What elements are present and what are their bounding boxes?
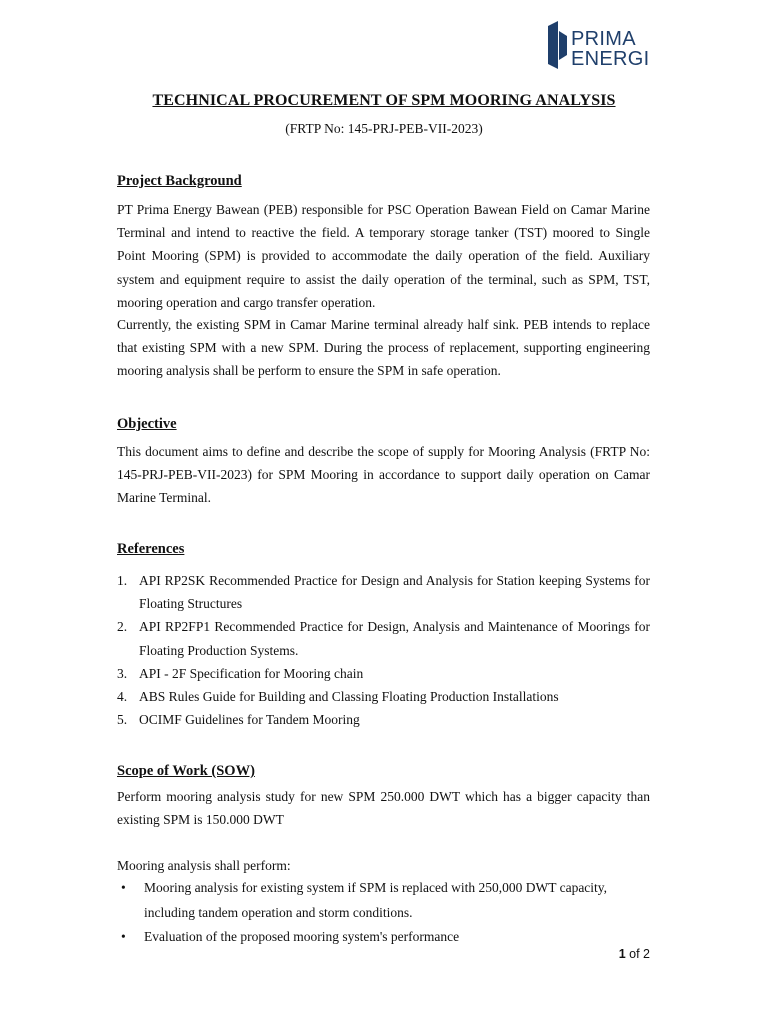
- sow-paragraph-2: Mooring analysis shall perform:: [117, 858, 291, 873]
- sow-bullet-item: [117, 876, 650, 925]
- reference-item: [117, 685, 650, 708]
- reference-text: API - 2F Specification for Mooring chain: [139, 665, 364, 681]
- heading-references: References: [117, 541, 185, 557]
- bullet-icon: •: [121, 880, 126, 895]
- reference-item: [117, 615, 650, 661]
- document-title: TECHNICAL PROCUREMENT OF SPM MOORING ANALYSIS: [152, 92, 616, 109]
- heading-scope-of-work: Scope of Work (SOW): [117, 763, 255, 779]
- document-subtitle: (FRTP No: 145-PRJ-PEB-VII-2023): [285, 121, 483, 136]
- background-paragraph-1: PT Prima Energy Bawean (PEB) responsible for PSC Operation Bawean Field on Camar Marine Terminal and intend to reactive the field. A temporary storage tanker (TST) moored to Single Point Mooring (SPM) is provided to accommodate the daily operation of the field. Auxiliary system and equipment require to assist the daily operation of the terminal, such as SPM, TST, mooring operation and cargo transfer operation.: [117, 202, 650, 310]
- reference-number: 3.: [117, 665, 128, 681]
- logo-line-1: PRIMA: [571, 28, 636, 50]
- background-paragraph-2: Currently, the existing SPM in Camar Marine terminal already half sink. PEB intends to replace that existing SPM with a new SPM. During the process of replacement, supporting engineering mooring analysis shall be perform to ensure the SPM in safe operation.: [117, 317, 650, 379]
- reference-item: [117, 708, 650, 731]
- prima-logo-icon: [546, 20, 570, 72]
- bullet-icon: •: [121, 929, 126, 944]
- reference-number: 1.: [117, 573, 128, 588]
- page-number: [619, 947, 650, 961]
- reference-text: ABS Rules Guide for Building and Classing Floating Production Installations: [139, 689, 559, 705]
- sow-bullet-item: [117, 925, 650, 950]
- reference-number: 5.: [117, 712, 128, 728]
- logo-line-2: ENERGI: [571, 48, 650, 70]
- sow-bullet-list: [117, 876, 650, 950]
- logo-wordmark: [571, 29, 649, 69]
- total-pages: of 2: [629, 947, 650, 961]
- reference-text: API RP2FP1 Recommended Practice for Design, Analysis and Maintenance of Moorings for Floating Production Systems.: [139, 619, 650, 658]
- sow-bullet-text: Mooring analysis for existing system if SPM is replaced with 250,000 DWT capacity, including tandem operation and storm conditions.: [144, 880, 608, 920]
- current-page: 1: [618, 947, 626, 961]
- heading-project-background: Project Background: [117, 173, 242, 189]
- reference-number: 4.: [117, 689, 128, 705]
- references-list: [117, 569, 650, 731]
- sow-bullet-text: Evaluation of the proposed mooring system's performance: [144, 929, 460, 944]
- reference-text: OCIMF Guidelines for Tandem Mooring: [139, 712, 360, 728]
- reference-item: [117, 662, 650, 685]
- reference-item: [117, 569, 650, 615]
- sow-paragraph-1: Perform mooring analysis study for new SPM 250.000 DWT which has a bigger capacity than existing SPM is 150.000 DWT: [117, 789, 650, 828]
- reference-text: API RP2SK Recommended Practice for Design and Analysis for Station keeping Systems for Floating Structures: [139, 573, 650, 612]
- objective-paragraph: This document aims to define and describe the scope of supply for Mooring Analysis (FRTP No: 145-PRJ-PEB-VII-2023) for SPM Mooring in accordance to support daily operation on Camar Marine Terminal.: [117, 444, 650, 506]
- company-logo: [546, 20, 656, 72]
- reference-number: 2.: [117, 619, 128, 635]
- heading-objective: Objective: [117, 416, 177, 432]
